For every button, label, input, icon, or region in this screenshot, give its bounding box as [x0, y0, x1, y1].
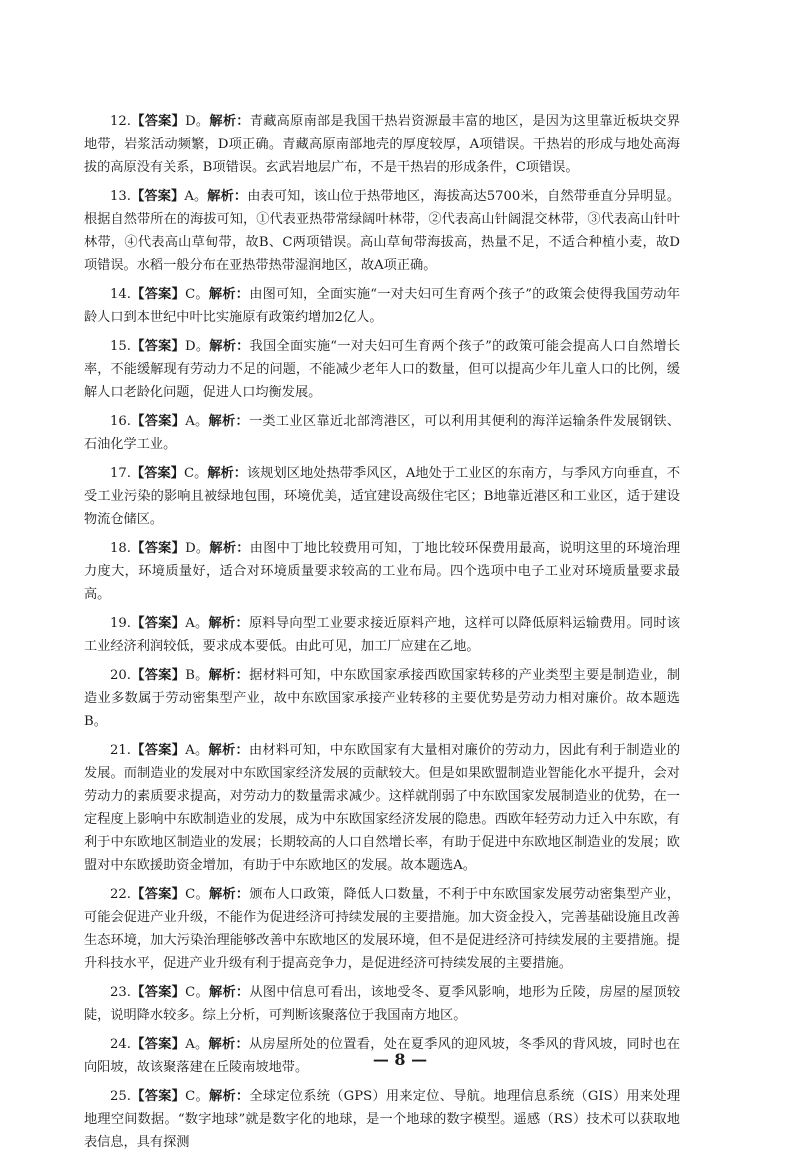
- answer-choice: A。: [185, 1037, 209, 1052]
- item-number: 19.: [110, 616, 131, 631]
- item-number: 14.: [110, 287, 131, 302]
- analysis-text: 由图中丁地比较费用可知，丁地比较环保费用最高，说明这里的环境治理力度大，环境质量好，适合对环境质量要求较高的工业布局。四个选项中电子工业对环境质量要求最高。: [84, 541, 681, 602]
- answer-item: [84, 1085, 680, 1154]
- analysis-label: 解析：: [209, 339, 250, 354]
- answer-choice: A。: [185, 616, 209, 631]
- answer-item: [84, 739, 680, 877]
- answer-choice: A。: [184, 189, 208, 204]
- answer-item: [84, 410, 680, 456]
- analysis-label: 解析：: [208, 887, 250, 902]
- item-number: 21.: [110, 743, 131, 758]
- answer-item: [84, 185, 680, 277]
- answer-choice: D。: [185, 339, 210, 354]
- analysis-text: 青藏高原南部是我国干热岩资源最丰富的地区，是因为这里靠近板块交界地带，岩浆活动频繁，D项正确。青藏高原南部地壳的厚度较厚，A项错误。干热岩的形成与地处高海拔的高原没有关系，B项错误。玄武岩地层广布，不是干热岩的形成条件，C项错误。: [84, 114, 681, 175]
- answer-tag: 【答案】: [130, 743, 186, 758]
- analysis-text: 从房屋所处的位置看，处在夏季风的迎风坡，冬季风的背风坡，同时也在向阳坡，故该聚落建在丘陵南坡地带。: [84, 1037, 681, 1075]
- analysis-label: 解析：: [209, 541, 250, 556]
- answer-choice: A。: [185, 414, 209, 429]
- answer-choice: A。: [185, 743, 209, 758]
- analysis-label: 解析：: [208, 668, 250, 683]
- answer-choice: D。: [185, 541, 210, 556]
- item-number: 13.: [110, 189, 131, 204]
- analysis-text: 我国全面实施“一对夫妇可生育两个孩子”的政策可能会提高人口自然增长率，不能缓解现有劳动力不足的问题，不能减少老年人口的数量，但可以提高少年儿童人口的比例，缓解人口老龄化问题，促进人口均衡发展。: [84, 339, 681, 400]
- analysis-label: 解析：: [207, 466, 248, 481]
- analysis-text: 由图可知，全面实施“一对夫妇可生育两个孩子”的政策会使得我国劳动年龄人口到本世纪中叶比实施原有政策约增加2亿人。: [84, 287, 681, 325]
- answer-tag: 【答案】: [130, 668, 186, 683]
- analysis-text: 由材料可知，中东欧国家有大量相对廉价的劳动力，因此有利于制造业的发展。而制造业的发展对中东欧国家经济发展的贡献较大。但是如果欧盟制造业智能化水平提升，会对劳动力的素质要求提高，对劳动力的数量需求减少。这样就削弱了中东欧国家发展制造业的优势，在一定程度上影响中东欧制造业的发展，成为中东欧国家经济发展的隐患。西欧年轻劳动力迁入中东欧，有利于中东欧地区制造业的发展；长期较高的人口自然增长率，有助于促进中东欧地区制造业的发展；欧盟对中东欧援助资金增加，有助于中东欧地区的发展。故本题选A。: [84, 743, 681, 873]
- answer-choice: B。: [185, 668, 209, 683]
- analysis-text: 该规划区地处热带季风区，A地处于工业区的东南方，与季风方向垂直，不受工业污染的影响且被绿地包围，环境优美，适宜建设高级住宅区；B地靠近港区和工业区，适于建设物流仓储区。: [84, 466, 681, 527]
- answer-item: [84, 883, 680, 975]
- analysis-label: 解析：: [208, 287, 250, 302]
- answer-tag: 【答案】: [130, 414, 186, 429]
- answer-choice: C。: [185, 887, 209, 902]
- item-number: 17.: [110, 466, 131, 481]
- answer-tag: 【答案】: [130, 114, 186, 129]
- answer-item: [84, 335, 680, 404]
- answer-tag: 【答案】: [130, 339, 186, 354]
- item-number: 12.: [110, 114, 131, 129]
- analysis-label: 解析：: [208, 1037, 249, 1052]
- analysis-label: 解析：: [208, 1089, 250, 1104]
- analysis-text: 从图中信息可看出，该地受冬、夏季风影响，地形为丘陵，房屋的屋顶较陡，说明降水较多。综上分析，可判断该聚落位于我国南方地区。: [84, 985, 681, 1023]
- answer-choice: D。: [185, 114, 210, 129]
- answer-choice: C。: [183, 466, 208, 481]
- answer-tag: 【答案】: [130, 466, 184, 481]
- answer-item: [84, 664, 680, 733]
- analysis-label: 解析：: [208, 743, 249, 758]
- answer-item: [84, 283, 680, 329]
- answer-tag: 【答案】: [130, 541, 186, 556]
- item-number: 25.: [110, 1089, 131, 1104]
- answer-choice: C。: [185, 287, 209, 302]
- analysis-text: 全球定位系统（GPS）用来定位、导航。地理信息系统（GIS）用来处理地理空间数据。“数字地球”就是数字化的地球，是一个地球的数字模型。遥感（RS）技术可以获取地表信息，具有探测: [84, 1089, 681, 1150]
- answer-item: [84, 537, 680, 606]
- answer-tag: 【答案】: [130, 887, 186, 902]
- answer-item: [84, 981, 680, 1027]
- answer-explanations: [84, 110, 680, 1160]
- item-number: 24.: [110, 1037, 131, 1052]
- analysis-label: 解析：: [209, 114, 250, 129]
- analysis-label: 解析：: [207, 189, 248, 204]
- answer-tag: 【答案】: [130, 1037, 186, 1052]
- item-number: 16.: [110, 414, 131, 429]
- item-number: 15.: [110, 339, 131, 354]
- answer-tag: 【答案】: [130, 616, 186, 631]
- page-number: — 8 —: [372, 1050, 428, 1069]
- answer-choice: C。: [185, 985, 209, 1000]
- item-number: 18.: [110, 541, 131, 556]
- answer-choice: C。: [185, 1089, 209, 1104]
- answer-tag: 【答案】: [130, 189, 185, 204]
- answer-tag: 【答案】: [130, 985, 186, 1000]
- answer-item: [84, 462, 680, 531]
- answer-tag: 【答案】: [130, 287, 186, 302]
- analysis-text: 颁布人口政策，降低人口数量，不利于中东欧国家发展劳动密集型产业，可能会促进产业升级，不能作为促进经济可持续发展的主要措施。加大资金投入，完善基础设施且改善生态环境，加大污染治理能够改善中东欧地区的发展环境，但不是促进经济可持续发展的主要措施。提升科技水平，促进产业升级有利于提高竞争力，是促进经济可持续发展的主要措施。: [84, 887, 681, 971]
- analysis-label: 解析：: [208, 985, 250, 1000]
- answer-item: [84, 110, 680, 179]
- analysis-text: 据材料可知，中东欧国家承接西欧国家转移的产业类型主要是制造业，制造业多数属于劳动密集型产业，故中东欧国家承接产业转移的主要优势是劳动力相对廉价。故本题选B。: [84, 668, 681, 729]
- item-number: 23.: [110, 985, 131, 1000]
- answer-tag: 【答案】: [130, 1089, 186, 1104]
- analysis-label: 解析：: [208, 616, 249, 631]
- analysis-text: 由表可知，该山位于热带地区，海拔高达5700米，自然带垂直分异明显。根据自然带所在的海拔可知，①代表亚热带常绿阔叶林带，②代表高山针阔混交林带，③代表高山针叶林带，④代表高山草甸带，故B、C两项错误。高山草甸带海拔高，热量不足，不适合种植小麦，故D项错误。水稻一般分布在亚热带热带湿润地区，故A项正确。: [84, 189, 681, 273]
- analysis-text: 一类工业区靠近北部湾港区，可以利用其便利的海洋运输条件发展钢铁、石油化学工业。: [84, 414, 681, 452]
- analysis-label: 解析：: [208, 414, 249, 429]
- item-number: 20.: [110, 668, 131, 683]
- analysis-text: 原料导向型工业要求接近原料产地，这样可以降低原料运输费用。同时该工业经济利润较低，要求成本要低。由此可见，加工厂应建在乙地。: [84, 616, 681, 654]
- item-number: 22.: [110, 887, 131, 902]
- answer-item: [84, 612, 680, 658]
